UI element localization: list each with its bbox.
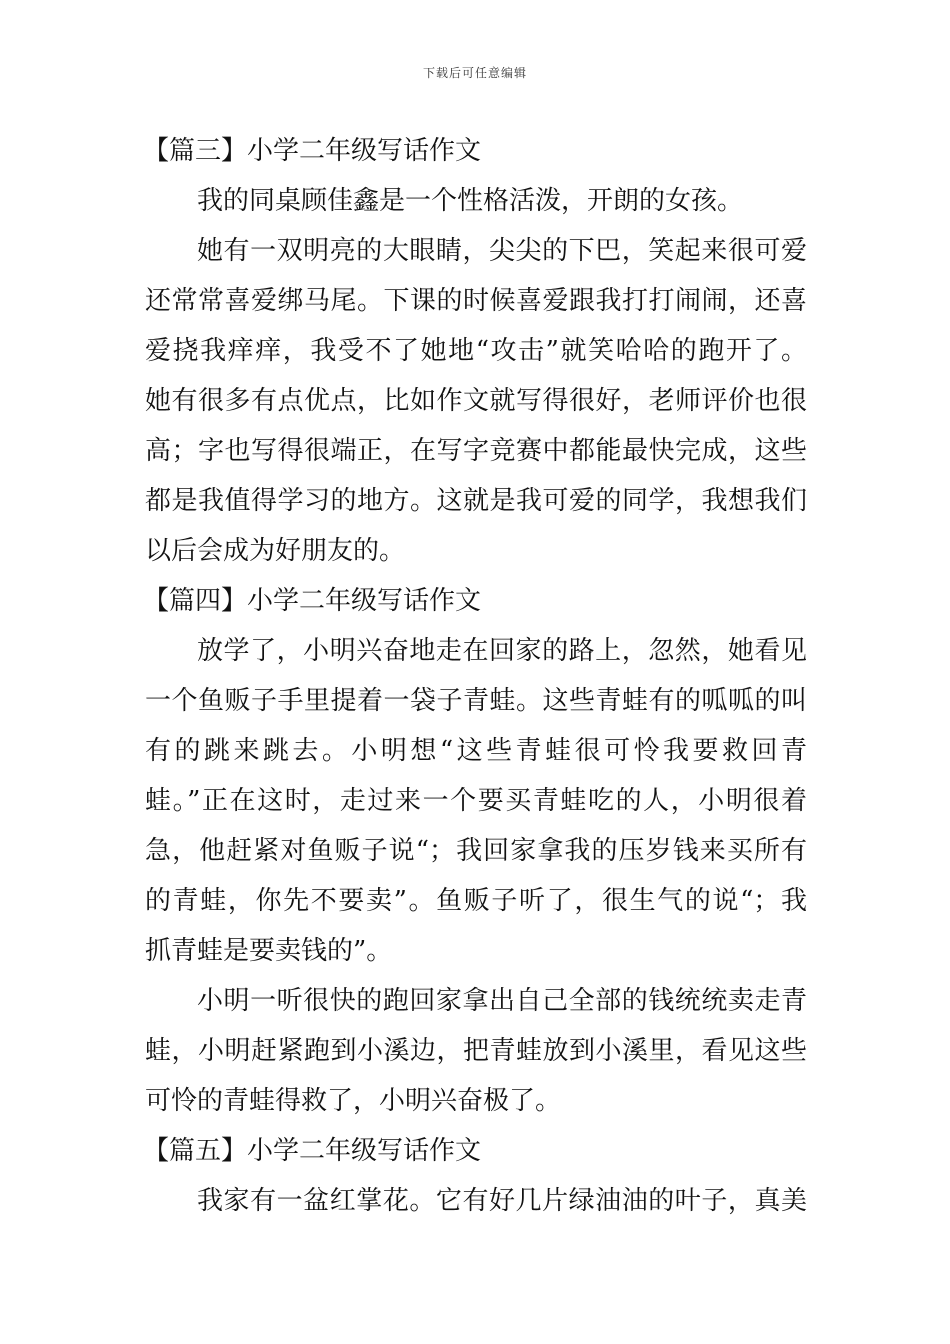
paragraph-line: 蛙，小明赶紧跑到小溪边，把青蛙放到小溪里，看见这些 (145, 1036, 807, 1066)
header-note: 下载后可任意编辑 (422, 66, 527, 80)
section-title: 【篇四】小学二年级写话作文 (143, 586, 482, 616)
paragraph-line: 放学了，小明兴奋地走在回家的路上，忽然，她看见 (197, 636, 807, 666)
paragraph-line: 可怜的青蛙得救了，小明兴奋极了。 (145, 1086, 562, 1116)
paragraph-line: 一个鱼贩子手里提着一袋子青蛙。这些青蛙有的呱呱的叫 (145, 686, 807, 716)
paragraph-line: 以后会成为好朋友的。 (145, 536, 406, 566)
paragraph-line: 她有很多有点优点，比如作文就写得很好，老师评价也很 (145, 386, 807, 416)
section-title: 【篇三】小学二年级写话作文 (143, 136, 482, 166)
paragraph-line: 小明一听很快的跑回家拿出自己全部的钱统统卖走青 (197, 986, 807, 1016)
paragraph-line: 她有一双明亮的大眼睛，尖尖的下巴，笑起来很可爱 (197, 236, 807, 266)
paragraph-line: 的青蛙，你先不要卖”。鱼贩子听了，很生气的说“；我 (145, 886, 807, 916)
paragraph-line: 高；字也写得很端正，在写字竞赛中都能最快完成，这些 (145, 436, 807, 466)
paragraph-line: 蛙。”正在这时，走过来一个要买青蛙吃的人，小明很着 (145, 786, 807, 816)
paragraph-line: 爱挠我痒痒，我受不了她地“攻击”就笑哈哈的跑开了。 (145, 336, 807, 366)
document-body (145, 126, 807, 1226)
paragraph-line: 都是我值得学习的地方。这就是我可爱的同学，我想我们 (145, 486, 807, 516)
section-title: 【篇五】小学二年级写话作文 (143, 1136, 482, 1166)
paragraph-line: 有的跳来跳去。小明想“这些青蛙很可怜我要救回青 (145, 736, 807, 766)
paragraph-line: 抓青蛙是要卖钱的”。 (145, 936, 393, 966)
paragraph-line: 急，他赶紧对鱼贩子说“；我回家拿我的压岁钱来买所有 (145, 836, 807, 866)
paragraph-line: 还常常喜爱绑马尾。下课的时候喜爱跟我打打闹闹，还喜 (145, 286, 807, 316)
paragraph-line: 我的同桌顾佳鑫是一个性格活泼，开朗的女孩。 (197, 186, 744, 216)
paragraph-line: 我家有一盆红掌花。它有好几片绿油油的叶子，真美 (197, 1186, 807, 1216)
